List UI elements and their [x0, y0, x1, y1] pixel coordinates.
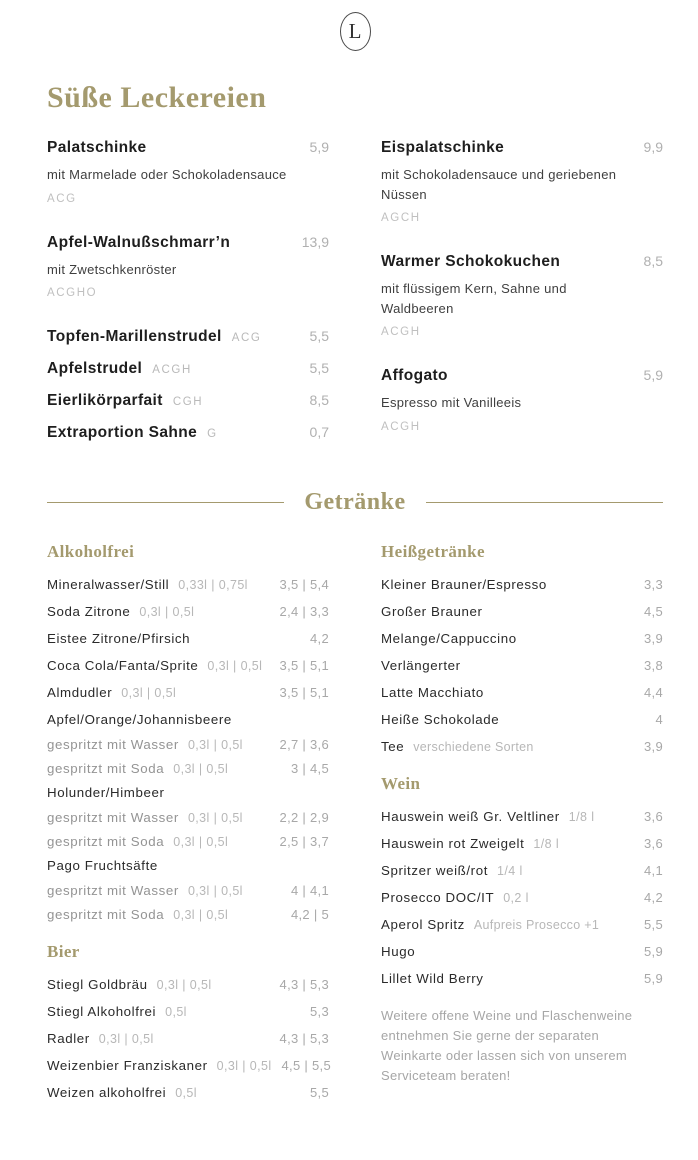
item-allergens: ACGH: [381, 420, 421, 433]
section-rows: [381, 809, 663, 986]
drink-name: Melange/Cappuccino: [381, 630, 517, 646]
drink-sizes: 0,3l | 0,5l: [139, 604, 195, 619]
drink-name: Aperol Spritz: [381, 916, 465, 932]
drinks-left-column: [47, 542, 329, 1120]
drink-price: 5,5: [644, 916, 663, 932]
drinks-columns: [47, 542, 663, 1120]
drink-price: 4,3 | 5,3: [279, 976, 329, 992]
drink-row: [47, 858, 329, 873]
desserts-title: Süße Leckereien: [47, 81, 267, 114]
item-price: 0,7: [309, 424, 329, 440]
drink-price: 3,6: [644, 808, 663, 824]
menu-item: [47, 328, 329, 346]
item-allergens: ACG: [47, 192, 77, 205]
item-allergens-inline: ACG: [231, 332, 262, 344]
drink-sizes: 0,5l: [165, 1004, 187, 1019]
section-rows: [47, 577, 329, 922]
item-name: Topfen-Marillenstrudel: [47, 328, 222, 345]
drink-price: 5,3: [310, 1003, 329, 1019]
drink-name: Tee: [381, 738, 405, 754]
drink-name: gespritzt mit Wasser: [47, 882, 179, 898]
item-allergens: ACGH: [381, 326, 421, 338]
drink-row: [381, 658, 663, 673]
drink-row: [47, 1085, 329, 1100]
item-description: mit flüssigem Kern, Sahne und Waldbeeren: [381, 281, 567, 316]
drink-row: [47, 834, 329, 849]
item-name: Apfelstrudel: [47, 360, 143, 377]
section-heading: Alkoholfrei: [47, 541, 135, 561]
drink-row: [381, 836, 663, 851]
section-rows: [381, 577, 663, 754]
drink-sizes: 0,33l | 0,75l: [178, 577, 248, 592]
item-description: mit Zwetschkenröster: [47, 261, 177, 277]
desserts-columns: [47, 139, 663, 462]
drink-price: 5,9: [644, 943, 663, 959]
drinks-title: Getränke: [304, 488, 406, 515]
drink-name: Pago Fruchtsäfte: [47, 857, 158, 873]
drink-row: [47, 883, 329, 898]
drink-note: Aufpreis Prosecco +1: [473, 917, 600, 932]
item-allergens-inline: CGH: [172, 396, 204, 408]
drink-name: Weizen alkoholfrei: [47, 1084, 167, 1100]
drink-row: [381, 631, 663, 646]
drink-sizes: 0,3l | 0,5l: [173, 907, 229, 922]
item-allergens-inline: G: [207, 428, 218, 440]
drink-sizes: 0,3l | 0,5l: [216, 1058, 272, 1073]
drinks-section: [47, 942, 329, 1100]
drink-row: [47, 1031, 329, 1046]
drink-name: Latte Macchiato: [381, 684, 484, 700]
drink-row: [381, 917, 663, 932]
drink-row: [381, 944, 663, 959]
section-heading: Heißgetränke: [381, 541, 485, 561]
drink-row: [47, 658, 329, 673]
drink-price: 4,4: [644, 684, 663, 700]
drink-sizes: 1/8 l: [568, 809, 595, 824]
drink-name: gespritzt mit Soda: [47, 833, 165, 849]
drink-sizes: 0,3l | 0,5l: [187, 810, 243, 825]
drink-price: 4,5 | 5,5: [281, 1057, 331, 1073]
drink-row: [381, 685, 663, 700]
drinks-divider: [47, 489, 663, 516]
drink-price: 3 | 4,5: [290, 760, 329, 776]
desserts-left-column: [47, 139, 329, 462]
menu-item: [381, 139, 663, 224]
drink-row: [47, 761, 329, 776]
drink-sizes: 0,3l | 0,5l: [98, 1031, 154, 1046]
drink-price: 3,5 | 5,4: [279, 576, 329, 592]
drink-row: [381, 890, 663, 905]
drink-row: [47, 907, 329, 922]
drink-row: [47, 685, 329, 700]
drink-name: Mineralwasser/Still: [47, 576, 170, 592]
item-price: 5,5: [309, 360, 329, 376]
drink-row: [47, 577, 329, 592]
drink-row: [47, 631, 329, 646]
drink-sizes: 0,2 l: [503, 890, 529, 905]
menu-item: [47, 424, 329, 442]
drink-price: 3,6: [644, 835, 663, 851]
drink-name: Soda Zitrone: [47, 603, 131, 619]
drink-name: Stiegl Goldbräu: [47, 976, 148, 992]
drink-price: 4,2 | 5: [290, 906, 329, 922]
drink-name: gespritzt mit Soda: [47, 760, 165, 776]
drink-price: 3,5 | 5,1: [279, 684, 329, 700]
drink-row: [47, 785, 329, 800]
drink-price: 3,9: [644, 630, 663, 646]
drink-price: 5,9: [644, 970, 663, 986]
item-description: Espresso mit Vanilleeis: [381, 395, 522, 410]
divider-line-right: [426, 502, 663, 503]
drink-name: Radler: [47, 1030, 90, 1046]
drink-name: Apfel/Orange/Johannisbeere: [47, 711, 232, 727]
drink-row: [381, 809, 663, 824]
menu-item: [47, 360, 329, 378]
item-price: 5,9: [309, 139, 329, 155]
drink-sizes: 1/8 l: [533, 836, 560, 851]
drink-name: Hauswein rot Zweigelt: [381, 835, 525, 851]
drink-price: 4: [655, 711, 663, 727]
item-description: mit Marmelade oder Schokoladensauce: [47, 167, 287, 182]
drink-name: Prosecco DOC/IT: [381, 889, 495, 905]
drink-sizes: 0,3l | 0,5l: [121, 685, 177, 700]
drink-price: 4,2: [644, 889, 663, 905]
drink-name: Coca Cola/Fanta/Sprite: [47, 657, 199, 673]
item-name: Eispalatschinke: [381, 139, 505, 156]
drink-row: [47, 1058, 329, 1073]
item-allergens: ACGHO: [47, 287, 98, 299]
drink-price: 5,5: [310, 1084, 329, 1100]
drink-row: [381, 604, 663, 619]
menu-item: [381, 253, 663, 338]
item-description: mit Schokoladensauce und geriebenen Nüssen: [381, 167, 617, 202]
drink-sizes: 0,3l | 0,5l: [173, 834, 229, 849]
drink-row: [381, 971, 663, 986]
drink-row: [47, 604, 329, 619]
item-allergens-inline: ACGH: [152, 364, 192, 376]
drink-name: Holunder/Himbeer: [47, 784, 165, 800]
item-name: Affogato: [381, 367, 448, 384]
section-heading: Bier: [47, 941, 80, 961]
item-price: 13,9: [301, 233, 329, 250]
drink-row: [381, 577, 663, 592]
drinks-section: [381, 774, 663, 986]
drink-price: 4 | 4,1: [290, 882, 329, 898]
divider-line-left: [47, 502, 284, 503]
drink-name: Spritzer weiß/rot: [381, 862, 488, 878]
item-allergens: AGCH: [381, 212, 421, 224]
drink-name: Hauswein weiß Gr. Veltliner: [381, 808, 560, 824]
drink-sizes: 0,3l | 0,5l: [156, 977, 212, 992]
drink-row: [47, 1004, 329, 1019]
drink-name: Heiße Schokolade: [381, 711, 500, 727]
item-name: Extraportion Sahne: [47, 424, 198, 441]
section-heading: Wein: [381, 773, 421, 793]
drink-price: 3,8: [644, 657, 663, 673]
drink-row: [47, 712, 329, 727]
drink-row: [381, 712, 663, 727]
item-price: 9,9: [643, 139, 663, 155]
drink-row: [381, 863, 663, 878]
drink-name: Weizenbier Franziskaner: [47, 1057, 208, 1073]
drink-name: gespritzt mit Wasser: [47, 809, 179, 825]
item-price: 8,5: [643, 253, 663, 269]
drinks-section: [47, 542, 329, 922]
drink-price: 4,3 | 5,3: [279, 1030, 329, 1046]
item-price: 5,9: [643, 367, 663, 383]
wine-note: Weitere offene Weine und Flaschenweine entnehmen Sie gerne der separaten Weinkarte oder lassen sich von unserem Serviceteam beraten!: [381, 1007, 633, 1083]
drink-price: 2,2 | 2,9: [279, 809, 329, 825]
drink-price: 3,9: [644, 738, 663, 754]
drink-sizes: 1/4 l: [497, 863, 523, 878]
drink-name: gespritzt mit Wasser: [47, 736, 179, 752]
drink-sizes: 0,5l: [175, 1085, 197, 1100]
drinks-section: [381, 542, 663, 754]
drink-sizes: 0,3l | 0,5l: [187, 737, 243, 752]
item-name: Palatschinke: [47, 139, 147, 156]
drink-name: gespritzt mit Soda: [47, 906, 165, 922]
menu-item: [47, 139, 329, 205]
restaurant-logo: [340, 12, 371, 51]
drink-price: 3,3: [644, 576, 663, 592]
drink-sizes: 0,3l | 0,5l: [207, 658, 263, 673]
drink-price: 2,4 | 3,3: [279, 603, 329, 619]
item-price: 8,5: [309, 392, 329, 408]
drink-name: Hugo: [381, 943, 416, 959]
drink-name: Großer Brauner: [381, 603, 483, 619]
drink-name: Lillet Wild Berry: [381, 970, 484, 986]
drink-price: 4,5: [644, 603, 663, 619]
drink-sizes: 0,3l | 0,5l: [173, 761, 229, 776]
drink-price: 2,5 | 3,7: [279, 833, 329, 849]
logo-letter: L: [348, 19, 362, 43]
drink-row: [47, 810, 329, 825]
menu-item: [47, 392, 329, 410]
drink-name: Almdudler: [47, 684, 113, 700]
drink-name: Kleiner Brauner/Espresso: [381, 576, 547, 592]
drink-row: [381, 739, 663, 754]
drink-price: 4,2: [310, 630, 329, 646]
item-name: Warmer Schokokuchen: [381, 253, 561, 270]
drink-name: Stiegl Alkoholfrei: [47, 1003, 157, 1019]
drink-price: 4,1: [644, 862, 663, 878]
drinks-right-column: [381, 542, 663, 1120]
drink-row: [47, 977, 329, 992]
menu-item: [381, 367, 663, 433]
drink-name: Eistee Zitrone/Pfirsich: [47, 630, 191, 646]
item-name: Apfel-Walnußschmarr’n: [47, 233, 231, 251]
item-name: Eierlikörparfait: [47, 392, 163, 409]
drink-price: 2,7 | 3,6: [279, 736, 329, 752]
menu-item: [47, 234, 329, 300]
drink-price: 3,5 | 5,1: [279, 657, 329, 673]
drink-row: [47, 737, 329, 752]
section-rows: [47, 977, 329, 1100]
drink-sizes: 0,3l | 0,5l: [187, 883, 243, 898]
drink-name: Verlängerter: [381, 657, 461, 673]
desserts-right-column: [381, 139, 663, 462]
item-price: 5,5: [309, 328, 329, 344]
drink-note: verschiedene Sorten: [413, 739, 534, 754]
